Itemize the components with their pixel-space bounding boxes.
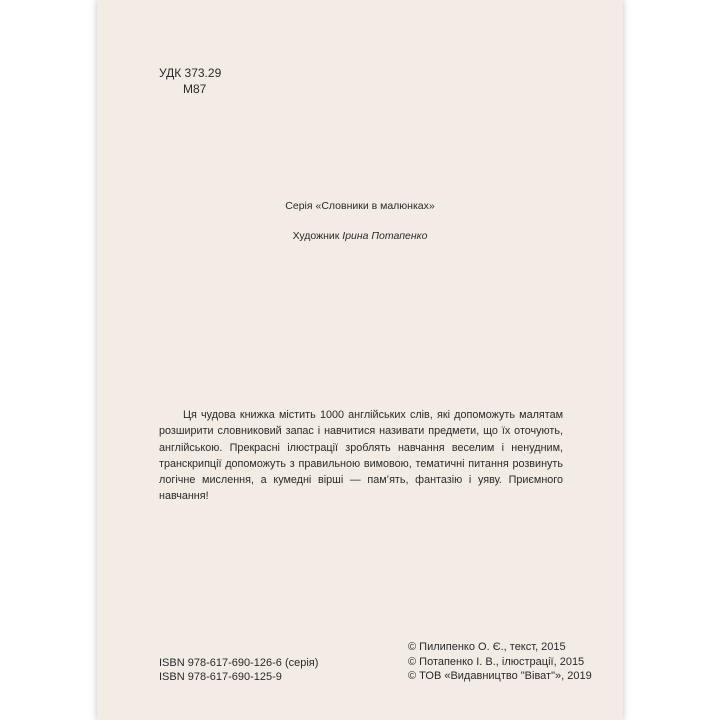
book-description: Ця чудова книжка містить 1000 англійських слів, які допоможуть малятам розширити словниковий запас і навчитися називати предмети, що їх оточують, англійською. Прекрасні ілюстрації зроблять навчання веселим і ненудним, транскрипції допоможуть з правильною вимовою, тематичні питання розвинуть логічне мислення, а кумедні вірші — пам’ять, фантазію і уяву. Приємного навчання! [159, 409, 563, 503]
book-page [97, 0, 623, 720]
udk-code: М87 [183, 82, 207, 96]
isbn-series: ISBN 978-617-690-126-6 (серія) [159, 657, 319, 669]
udk-label: УДК 373.29 [159, 66, 222, 80]
copyright-text: © Пилипенко О. Є., текст, 2015 [408, 641, 566, 653]
artist-prefix: Художник [292, 230, 343, 242]
udk-block [159, 66, 221, 96]
isbn-book: ISBN 978-617-690-125-9 [159, 671, 282, 683]
artist-name: Ірина Потапенко [342, 230, 428, 242]
series-title: Серія «Словники в малюнках» [285, 200, 435, 212]
copyright-publisher: © ТОВ «Видавництво "Віват"», 2019 [408, 670, 592, 682]
copyright-block [408, 640, 592, 684]
isbn-block [159, 656, 318, 684]
artist-credit [97, 230, 623, 242]
copyright-illustrations: © Потапенко І. В., ілюстрації, 2015 [408, 655, 585, 668]
